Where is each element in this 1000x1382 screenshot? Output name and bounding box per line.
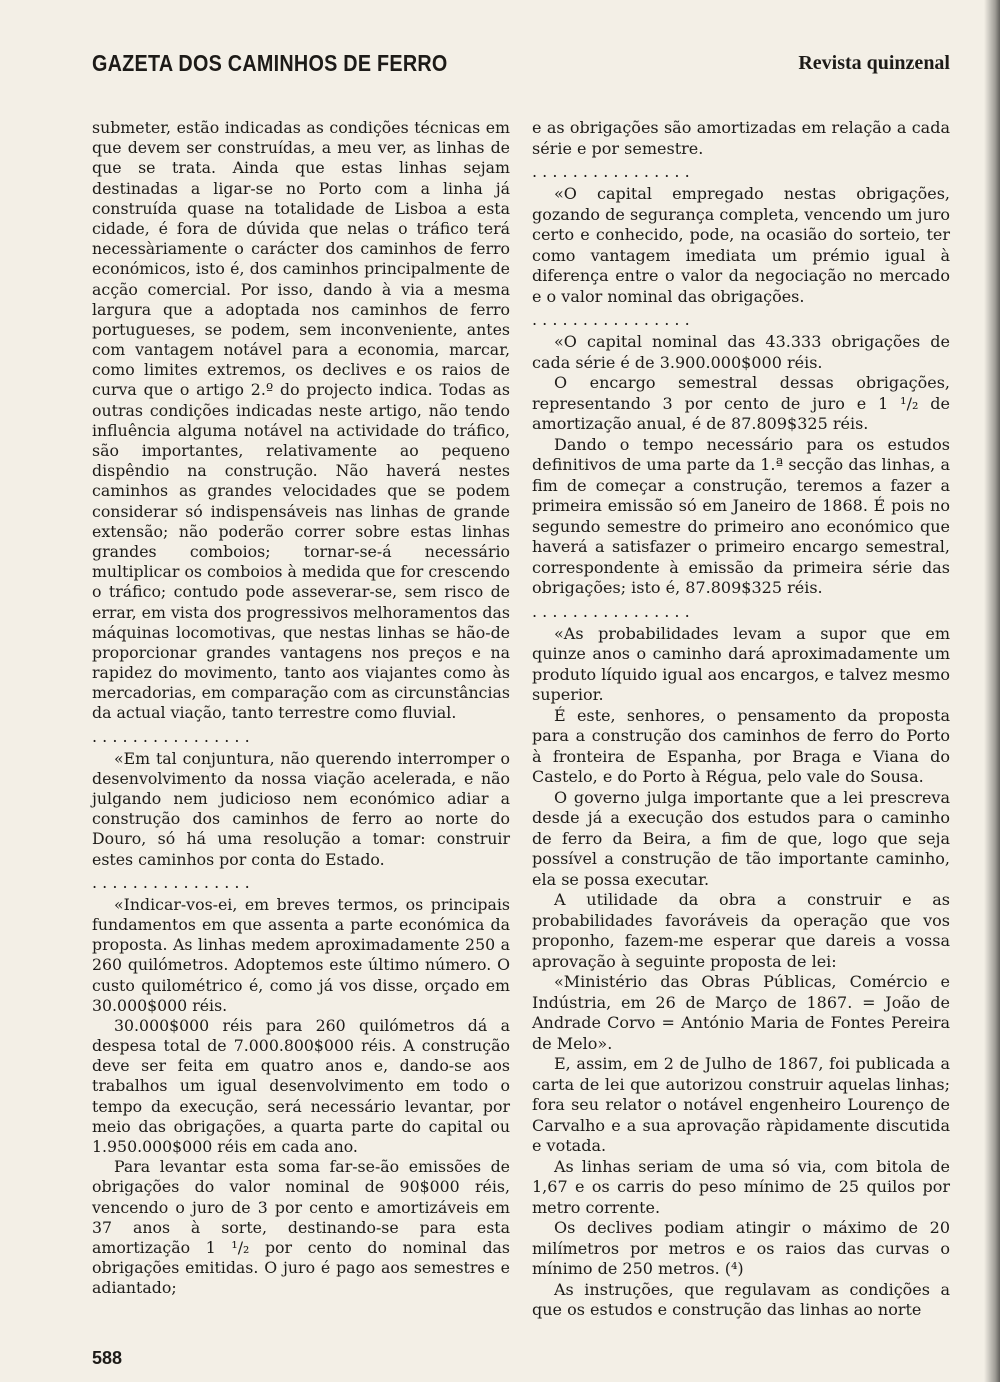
paragraph: 30.000$000 réis para 260 quilómetros dá a despesa total de 7.000.800$000 réis. A construção deve ser feita em quatro anos e, dando-se aos trabalhos um igual desenvolvimento em todo o tempo da execução, será necessário levantar, por meio das obrigações, a quarta parte do capital ou 1.950.000$000 réis em cada ano. [92, 1015, 510, 1156]
paragraph: E, assim, em 2 de Julho de 1867, foi publicada a carta de lei que autorizou construir aquelas linhas; fora seu relator o notável engenheiro Lourenço de Carvalho e a sua aprovação ràpidamente discutida e votada. [532, 1054, 950, 1155]
journal-subtitle: Revista quinzenal [798, 52, 950, 74]
paragraph: «As probabilidades levam a supor que em quinze anos o caminho dará aproximadamente um produto líquido igual aos encargos, e talvez mesmo superior. [532, 623, 950, 704]
left-column [92, 118, 510, 1299]
paragraph: «O capital nominal das 43.333 obrigações de cada série é de 3.900.000$000 réis. [532, 332, 950, 372]
paragraph: A utilidade da obra a construir e as probabilidades favoráveis da operação que vos proponho, fazem-me esperar que dareis a vossa aprovação à seguinte proposta de lei: [532, 890, 950, 971]
page-header [92, 50, 950, 80]
paragraph: e as obrigações são amortizadas em relação a cada série e por semestre. [532, 118, 950, 158]
page-number: 588 [92, 1348, 123, 1368]
ellipsis-separator: . . . . . . . . . . . . . . . . [532, 163, 690, 181]
journal-title: GAZETA DOS CAMINHOS DE FERRO [92, 50, 448, 76]
paragraph: Para levantar esta soma far-se-ão emissões de obrigações do valor nominal de 90$000 réis, vencendo o juro de 3 por cento e amortizáveis em 37 anos à sorte, destinando-se para esta amortização 1 ¹/₂ por cento do nominal das obrigações emitidas. O juro é pago aos semestres e adiantado; [92, 1157, 510, 1298]
paragraph: O governo julga importante que a lei prescreva desde já a execução dos estudos para o caminho de ferro da Beira, a fim de que, logo que seja possível a construção de tão importante caminho, ela se possa executar. [532, 787, 950, 889]
paragraph: As instruções, que regulavam as condições a que os estudos e construção das linhas ao norte [532, 1279, 950, 1319]
ellipsis-separator: . . . . . . . . . . . . . . . . [532, 311, 690, 329]
paragraph: O encargo semestral dessas obrigações, representando 3 por cento de juro e 1 ¹/₂ de amortização anual, é de 87.809$325 réis. [532, 373, 950, 433]
paragraph: É este, senhores, o pensamento da proposta para a construção dos caminhos de ferro do Porto à fronteira de Espanha, por Braga e Viana do Castelo, e do Porto à Régua, pelo vale do Sousa. [532, 705, 950, 786]
paragraph: «O capital empregado nestas obrigações, gozando de segurança completa, vencendo um juro certo e conhecido, pode, na ocasião do sorteio, ter como vantagem imediata um prémio igual à diferença entre o valor da negociação no mercado e o valor nominal das obrigações. [532, 184, 950, 306]
paragraph: submeter, estão indicadas as condições técnicas em que devem ser construídas, a meu ver, as linhas de que se trata. Ainda que estas linhas sejam destinadas a ligar-se no Porto com a linha já construída quase na totalidade de Lisboa a esta cidade, é fora de dúvida que nelas o tráfico terá necessàriamente o carácter dos caminhos de ferro económicos, isto é, dos caminhos principalmente de acção comercial. Por isso, dando à via a mesma largura que a adoptada nos caminhos de ferro portugueses, se podem, sem inconveniente, antes com vantagem notável para a economia, marcar, como limites extremos, os declives e os raios de curva que o artigo 2.º do projecto indica. Todas as outras condições indicadas neste artigo, não tendo influência alguma notável na actividade do tráfico, são importantes, relativamente ao pequeno dispêndio na construção. Não haverá nestes caminhos as grandes velocidades que se podem considerar só indispensáveis nas linhas de grande extensão; não poderão correr sobre estas linhas grandes comboios; tornar-se-á necessário multiplicar os comboios à medida que for crescendo o tráfico; contudo pode asseverar-se, sem risco de errar, em vista dos progressivos melhoramentos das máquinas locomotivas, que nestas linhas se hão-de proporcionar grandes vantagens nos preços e na rapidez do movimento, tanto aos viajantes como às mercadorias, em comparação com as circunstâncias da actual viação, tanto terrestre como fluvial. [92, 118, 510, 723]
paragraph: «Ministério das Obras Públicas, Comércio e Indústria, em 26 de Março de 1867. = João de Andrade Corvo = António Maria de Fontes Pereira de Melo». [532, 972, 950, 1053]
paragraph: As linhas seriam de uma só via, com bitola de 1,67 e os carris do peso mínimo de 25 quilos por metro corrente. [532, 1156, 950, 1217]
ellipsis-separator: . . . . . . . . . . . . . . . . [532, 602, 690, 621]
paragraph: Os declives podiam atingir o máximo de 20 milímetros por metros e os raios das curvas o mínimo de 250 metros. (⁴) [532, 1218, 950, 1278]
binding-gutter-shadow [984, 0, 1000, 1382]
paragraph: «Em tal conjuntura, não querendo interromper o desenvolvimento da nossa viação acelerada, e não julgando nem judicioso nem económico adiar a construção dos caminhos de ferro ao norte do Douro, só há uma resolução a tomar: construir estes caminhos por conta do Estado. [92, 748, 510, 869]
ellipsis-separator: . . . . . . . . . . . . . . . . [92, 727, 250, 746]
right-column [532, 118, 950, 1321]
paragraph: Dando o tempo necessário para os estudos definitivos de uma parte da 1.ª secção das linhas, a fim de começar a construção, teremos a fazer a primeira emissão só em Janeiro de 1868. É pois no segundo semestre do primeiro ano económico que haverá a satisfazer o primeiro encargo semestral, correspondente à emissão da primeira série das obrigações; isto é, 87.809$325 réis. [532, 434, 950, 597]
ellipsis-separator: . . . . . . . . . . . . . . . . [92, 873, 250, 892]
paragraph: «Indicar-vos-ei, em breves termos, os principais fundamentos em que assenta a parte económica da proposta. As linhas medem aproximadamente 250 a 260 quilómetros. Adoptemos este último número. O custo quilométrico é, como já vos disse, orçado em 30.000$000 réis. [92, 894, 510, 1015]
